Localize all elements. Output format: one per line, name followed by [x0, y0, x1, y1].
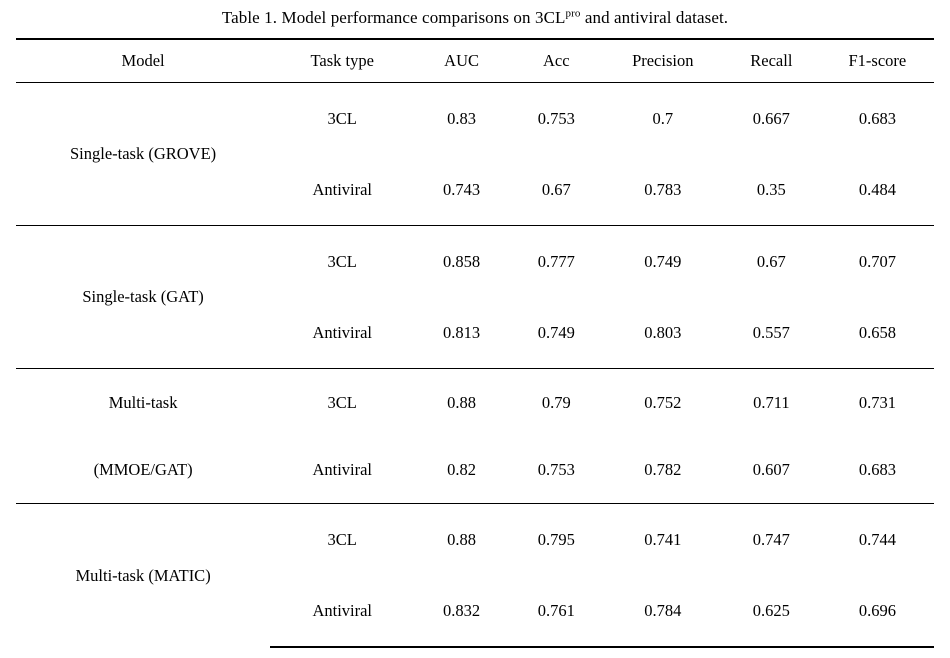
row-model-mmoe-line1: Multi-task	[16, 369, 270, 437]
row-precision: 0.7	[604, 83, 722, 155]
column-header-model: Model	[16, 39, 270, 83]
row-f1: 0.744	[821, 504, 934, 576]
row-task-type: 3CL	[270, 83, 414, 155]
row-auc: 0.743	[414, 154, 509, 226]
row-model-grove: Single-task (GROVE)	[16, 83, 270, 226]
row-auc: 0.813	[414, 297, 509, 369]
row-acc: 0.777	[509, 226, 604, 298]
row-precision: 0.749	[604, 226, 722, 298]
table-body	[16, 83, 934, 648]
row-acc: 0.761	[509, 575, 604, 647]
row-f1: 0.658	[821, 297, 934, 369]
column-header-task-type: Task type	[270, 39, 414, 83]
caption-superscript: pro	[565, 7, 581, 20]
row-f1: 0.731	[821, 369, 934, 437]
row-auc: 0.82	[414, 436, 509, 504]
row-recall: 0.625	[722, 575, 821, 647]
row-model-matic: Multi-task (MATIC)	[16, 504, 270, 648]
row-recall: 0.557	[722, 297, 821, 369]
row-acc: 0.753	[509, 436, 604, 504]
row-auc: 0.858	[414, 226, 509, 298]
row-auc: 0.832	[414, 575, 509, 647]
row-auc: 0.83	[414, 83, 509, 155]
row-precision: 0.752	[604, 369, 722, 437]
caption-prefix: Table 1. Model performance comparisons on 3CL	[221, 8, 566, 27]
row-acc: 0.753	[509, 83, 604, 155]
row-acc: 0.67	[509, 154, 604, 226]
row-model-mmoe-line2: (MMOE/GAT)	[16, 436, 270, 504]
row-precision: 0.803	[604, 297, 722, 369]
table-row	[16, 226, 934, 298]
row-acc: 0.749	[509, 297, 604, 369]
column-header-f1-score: F1-score	[821, 39, 934, 83]
row-recall: 0.67	[722, 226, 821, 298]
row-recall: 0.607	[722, 436, 821, 504]
row-model-gat: Single-task (GAT)	[16, 226, 270, 369]
row-recall: 0.747	[722, 504, 821, 576]
table-row	[16, 504, 934, 576]
row-f1: 0.683	[821, 436, 934, 504]
table-row	[16, 369, 934, 437]
row-recall: 0.35	[722, 154, 821, 226]
row-acc: 0.79	[509, 369, 604, 437]
row-task-type: 3CL	[270, 226, 414, 298]
row-task-type: Antiviral	[270, 297, 414, 369]
row-auc: 0.88	[414, 504, 509, 576]
table-header	[16, 39, 934, 83]
header-row	[16, 39, 934, 83]
row-precision: 0.784	[604, 575, 722, 647]
column-header-acc: Acc	[509, 39, 604, 83]
table-caption	[0, 0, 950, 38]
row-acc: 0.795	[509, 504, 604, 576]
column-header-precision: Precision	[604, 39, 722, 83]
table-row	[16, 436, 934, 504]
row-task-type: Antiviral	[270, 575, 414, 647]
row-f1: 0.683	[821, 83, 934, 155]
row-f1: 0.707	[821, 226, 934, 298]
row-precision: 0.783	[604, 154, 722, 226]
column-header-auc: AUC	[414, 39, 509, 83]
row-recall: 0.667	[722, 83, 821, 155]
row-task-type: 3CL	[270, 369, 414, 437]
row-task-type: Antiviral	[270, 154, 414, 226]
table-row	[16, 83, 934, 155]
row-precision: 0.741	[604, 504, 722, 576]
performance-table	[16, 38, 934, 648]
row-recall: 0.711	[722, 369, 821, 437]
caption-suffix: and antiviral dataset.	[580, 8, 729, 27]
row-task-type: Antiviral	[270, 436, 414, 504]
row-task-type: 3CL	[270, 504, 414, 576]
row-precision: 0.782	[604, 436, 722, 504]
row-f1: 0.484	[821, 154, 934, 226]
row-f1: 0.696	[821, 575, 934, 647]
column-header-recall: Recall	[722, 39, 821, 83]
row-auc: 0.88	[414, 369, 509, 437]
